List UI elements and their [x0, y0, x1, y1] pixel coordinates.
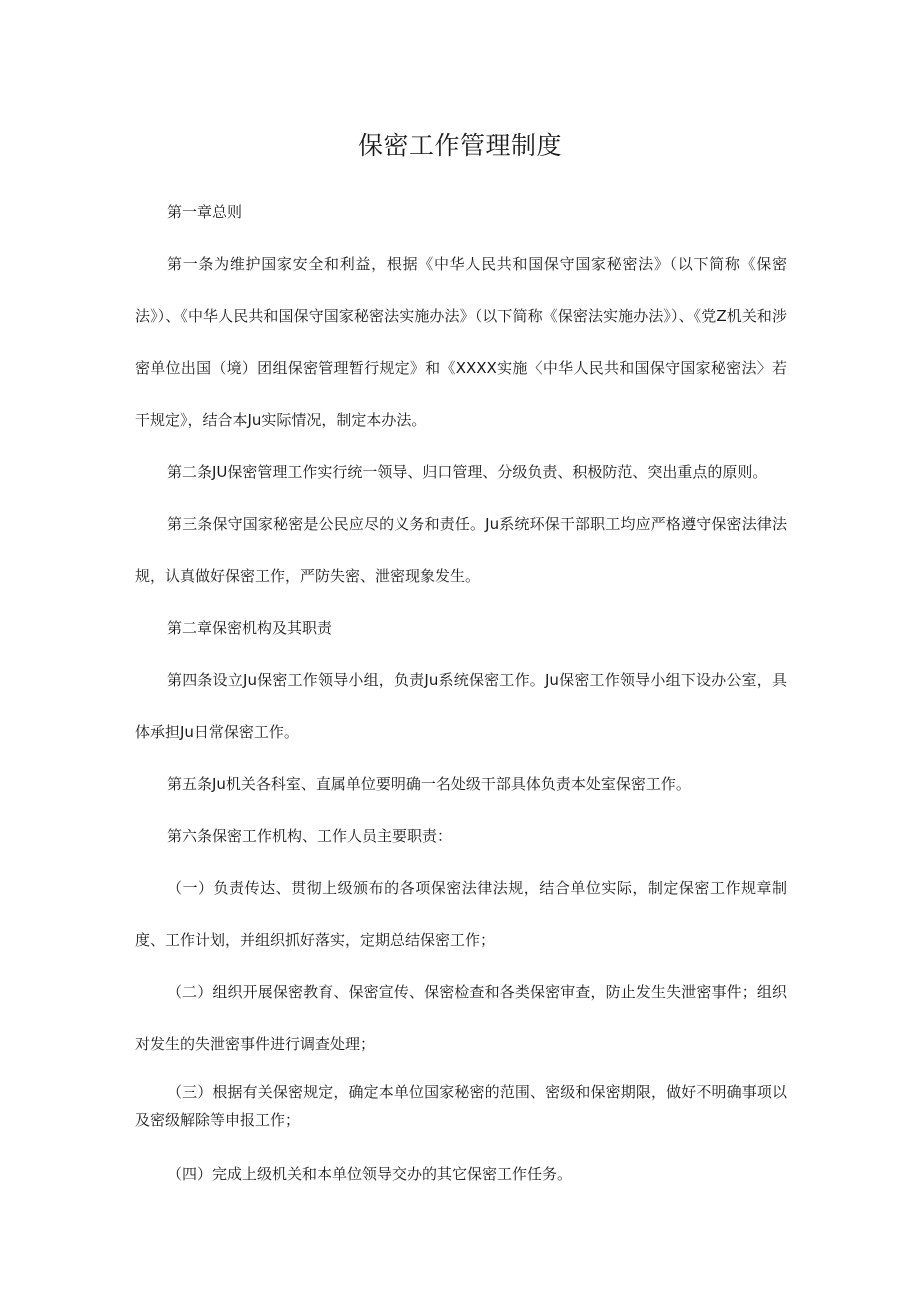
document-body	[135, 186, 787, 1200]
article-paragraph: 第一条为维护国家安全和利益，根据《中华人民共和国保守国家秘密法》（以下简称《保密法》）、《中华人民共和国保守国家秘密法实施办法》（以下简称《保密法实施办法》）、《党Z机关和涉密单位出国（境）团组保密管理暂行规定》和《XXXX实施〈中华人民共和国保守国家秘密法〉若干规定》，结合本Ju实际情况，制定本办法。	[135, 255, 787, 429]
article-paragraph: 第三条保守国家秘密是公民应尽的义务和责任。Ju系统环保干部职工均应严格遵守保密法律法规，认真做好保密工作，严防失密、泄密现象发生。	[135, 515, 787, 585]
article-paragraph: 第二条JU保密管理工作实行统一领导、归口管理、分级负责、积极防范、突出重点的原则。	[167, 463, 768, 481]
document-title: 保密工作管理制度	[357, 131, 562, 160]
article-paragraph: 第四条设立Ju保密工作领导小组，负责Ju系统保密工作。Ju保密工作领导小组下设办公室，具体承担Ju日常保密工作。	[135, 671, 787, 741]
chapter-heading: 第二章保密机构及其职责	[167, 619, 333, 637]
list-item-paragraph: （三）根据有关保密规定，确定本单位国家秘密的范围、密级和保密期限，做好不明确事项以及密级解除等申报工作；	[135, 1083, 787, 1129]
list-item-paragraph: （一）负责传达、贯彻上级颁布的各项保密法律法规，结合单位实际，制定保密工作规章制度、工作计划，并组织抓好落实，定期总结保密工作；	[135, 879, 787, 949]
article-paragraph: 第六条保密工作机构、工作人员主要职责：	[167, 827, 453, 845]
chapter-heading: 第一章总则	[167, 203, 243, 221]
list-item-paragraph: （二）组织开展保密教育、保密宣传、保密检查和各类保密审查，防止发生失泄密事件；组织对发生的失泄密事件进行调查处理；	[135, 983, 787, 1053]
list-item-paragraph: （四）完成上级机关和本单位领导交办的其它保密工作任务。	[167, 1165, 573, 1183]
article-paragraph: 第五条Ju机关各科室、直属单位要明确一名处级干部具体负责本处室保密工作。	[167, 775, 691, 793]
